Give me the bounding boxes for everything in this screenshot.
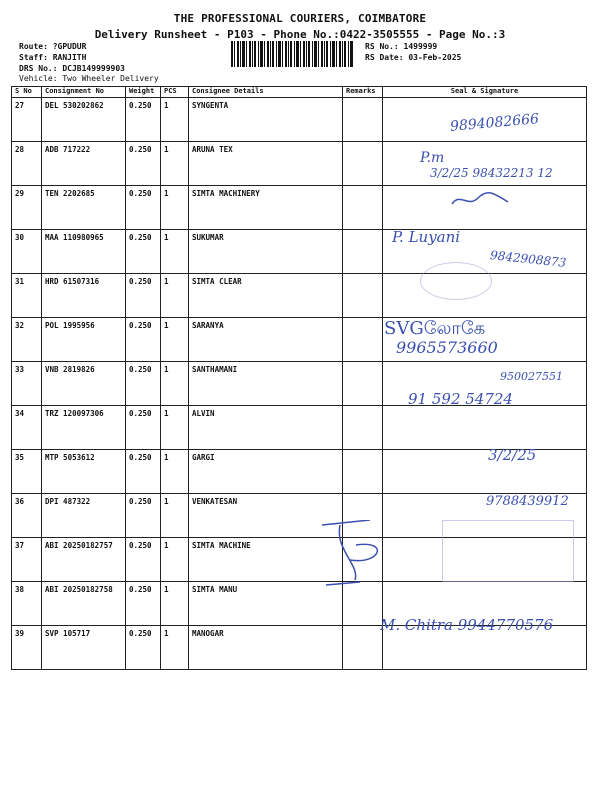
cell-sno: 27 xyxy=(12,98,42,142)
col-pcs: PCS xyxy=(161,87,189,98)
cell-pcs: 1 xyxy=(161,230,189,274)
runsheet-subtitle: Delivery Runsheet - P103 - Phone No.:0422-3505555 - Page No.:3 xyxy=(94,28,506,41)
cell-sno: 36 xyxy=(12,494,42,538)
cell-weight: 0.250 xyxy=(126,98,161,142)
signature-33: 950027551 xyxy=(500,370,563,383)
cell-consignee: SUKUMAR xyxy=(189,230,343,274)
cell-remarks xyxy=(343,98,383,142)
col-remarks: Remarks xyxy=(343,87,383,98)
signature-36: 9788439912 xyxy=(486,494,569,509)
cell-sno: 29 xyxy=(12,186,42,230)
cell-pcs: 1 xyxy=(161,142,189,186)
cell-weight: 0.250 xyxy=(126,142,161,186)
rs-number: RS No.: 1499999 xyxy=(365,42,438,51)
cell-pcs: 1 xyxy=(161,98,189,142)
cell-pcs: 1 xyxy=(161,318,189,362)
cell-consignment: POL 1995956 xyxy=(42,318,126,362)
cell-sno: 37 xyxy=(12,538,42,582)
barcode-image xyxy=(231,41,353,67)
cell-sno: 30 xyxy=(12,230,42,274)
cell-consignee: ARUNA TEX xyxy=(189,142,343,186)
signature-34: 91 592 54724 xyxy=(408,390,513,408)
cell-sno: 28 xyxy=(12,142,42,186)
cell-remarks xyxy=(343,626,383,670)
cell-remarks xyxy=(343,274,383,318)
cell-remarks xyxy=(343,142,383,186)
signature-30: P. Luyani xyxy=(392,228,461,246)
signature-31: 9842908873 xyxy=(489,248,567,270)
cell-pcs: 1 xyxy=(161,406,189,450)
cell-weight: 0.250 xyxy=(126,274,161,318)
signature-32-name: SVGலோகே xyxy=(384,318,486,339)
signature-35: 3/2/25 xyxy=(488,446,537,464)
cell-weight: 0.250 xyxy=(126,626,161,670)
col-consignee: Consignee Details xyxy=(189,87,343,98)
table-header-row xyxy=(12,87,587,98)
cell-sno: 38 xyxy=(12,582,42,626)
cell-weight: 0.250 xyxy=(126,538,161,582)
cell-pcs: 1 xyxy=(161,274,189,318)
cell-pcs: 1 xyxy=(161,450,189,494)
cell-sno: 31 xyxy=(12,274,42,318)
signature-39: M. Chitra 9944770576 xyxy=(380,616,554,634)
cell-consignment: MTP 5053612 xyxy=(42,450,126,494)
rs-date: RS Date: 03-Feb-2025 xyxy=(365,53,462,62)
cell-consignee: SIMTA CLEAR xyxy=(189,274,343,318)
cell-remarks xyxy=(343,406,383,450)
company-title: THE PROFESSIONAL COURIERS, COIMBATORE xyxy=(173,12,427,25)
cell-weight: 0.250 xyxy=(126,362,161,406)
stamp-mark xyxy=(442,520,574,582)
signature-29 xyxy=(450,190,510,210)
cell-consignment: TRZ 120097306 xyxy=(42,406,126,450)
cell-pcs: 1 xyxy=(161,538,189,582)
cell-consignment: SVP 105717 xyxy=(42,626,126,670)
cell-weight: 0.250 xyxy=(126,318,161,362)
vehicle-label: Vehicle: Two Wheeler Delivery xyxy=(19,74,159,83)
cell-remarks xyxy=(343,318,383,362)
cell-weight: 0.250 xyxy=(126,230,161,274)
cell-consignment: ABI 20250182757 xyxy=(42,538,126,582)
cell-consignee: GARGI xyxy=(189,450,343,494)
cell-consignment: HRD 61507316 xyxy=(42,274,126,318)
signature-37-38 xyxy=(320,520,400,590)
cell-sno: 33 xyxy=(12,362,42,406)
cell-signature xyxy=(383,450,587,494)
staff-label: Staff: RANJITH xyxy=(19,53,87,62)
col-consignment: Consignment No xyxy=(42,87,126,98)
cell-consignment: ADB 717222 xyxy=(42,142,126,186)
cell-pcs: 1 xyxy=(161,626,189,670)
cell-weight: 0.250 xyxy=(126,450,161,494)
cell-sno: 35 xyxy=(12,450,42,494)
table-row xyxy=(12,318,587,362)
col-weight: Weight xyxy=(126,87,161,98)
cell-consignee: VENKATESAN xyxy=(189,494,343,538)
cell-signature xyxy=(383,406,587,450)
cell-sno: 32 xyxy=(12,318,42,362)
cell-sno: 39 xyxy=(12,626,42,670)
cell-consignment: VNB 2819826 xyxy=(42,362,126,406)
route-label: Route: ?GPUDUR xyxy=(19,42,87,51)
stamp-mark xyxy=(420,262,492,300)
cell-weight: 0.250 xyxy=(126,186,161,230)
cell-pcs: 1 xyxy=(161,494,189,538)
cell-sno: 34 xyxy=(12,406,42,450)
cell-consignment: MAA 110980965 xyxy=(42,230,126,274)
cell-consignee: SIMTA MANU xyxy=(189,582,343,626)
drs-number: DRS No.: DCJB149999903 xyxy=(19,64,125,73)
cell-consignee: ALVIN xyxy=(189,406,343,450)
cell-consignee: SIMTA MACHINE xyxy=(189,538,343,582)
cell-consignee: MANOGAR xyxy=(189,626,343,670)
cell-remarks xyxy=(343,186,383,230)
cell-weight: 0.250 xyxy=(126,406,161,450)
cell-consignment: DEL 530202862 xyxy=(42,98,126,142)
cell-pcs: 1 xyxy=(161,582,189,626)
signature-28-initials: P.m xyxy=(420,150,445,166)
cell-weight: 0.250 xyxy=(126,582,161,626)
cell-consignee: SANTHAMANI xyxy=(189,362,343,406)
signature-28-number: 3/2/25 98432213 12 xyxy=(430,166,553,180)
cell-consignment: ABI 20250182758 xyxy=(42,582,126,626)
cell-remarks xyxy=(343,450,383,494)
signature-27: 9894082666 xyxy=(449,111,540,135)
table-row xyxy=(12,274,587,318)
cell-consignment: DPI 487322 xyxy=(42,494,126,538)
col-sno: S No xyxy=(12,87,42,98)
col-signature: Seal & Signature xyxy=(383,87,587,98)
cell-consignee: SARANYA xyxy=(189,318,343,362)
cell-consignee: SYNGENTA xyxy=(189,98,343,142)
signature-32-number: 9965573660 xyxy=(396,338,498,357)
table-row xyxy=(12,406,587,450)
cell-consignee: SIMTA MACHINERY xyxy=(189,186,343,230)
cell-consignment: TEN 2202685 xyxy=(42,186,126,230)
cell-pcs: 1 xyxy=(161,186,189,230)
cell-remarks xyxy=(343,230,383,274)
cell-weight: 0.250 xyxy=(126,494,161,538)
cell-remarks xyxy=(343,362,383,406)
cell-pcs: 1 xyxy=(161,362,189,406)
